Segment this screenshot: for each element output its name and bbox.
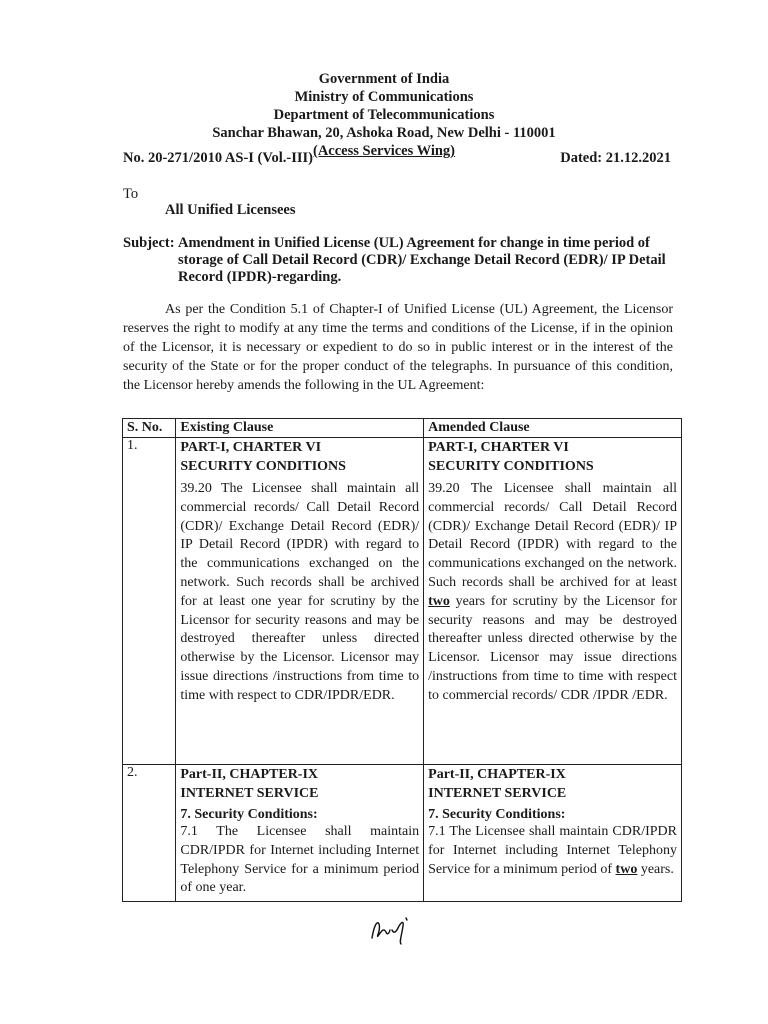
letterhead (0, 70, 768, 160)
clause-text-before: 39.20 The Licensee shall maintain all commercial records/ Call Detail Record (CDR)/ Exchange Detail Record (EDR)/ IP Detail Record (IPDR) with regard to the communications exchanged on the network. Such records shall be archived for at least (428, 481, 677, 590)
clause-text-after: years for scrutiny by the Licensor for security reasons and may be destroyed thereafter unless directed otherwise by the Licensor. Licensor may issue directions /instructions from time to time with respect to commercial records/ CDR /IPDR /EDR. (428, 593, 677, 703)
to-label: To (123, 186, 139, 202)
part-heading: PART-I, CHARTER VI (180, 440, 322, 455)
row-sno: 1. (123, 438, 176, 765)
amendment-table (122, 418, 682, 902)
amended-clause-text (428, 823, 677, 879)
subject-text: Amendment in Unified License (UL) Agreement for change in time period of storage of Call Detail Record (CDR)/ Exchange Detail Record (EDR)/ IP Detail Record (IPDR)-regarding. (178, 235, 666, 285)
section-heading: SECURITY CONDITIONS (428, 459, 594, 474)
amended-clause-cell (424, 765, 682, 902)
amended-clause-cell (424, 438, 682, 765)
addressee: All Unified Licensees (165, 202, 296, 218)
subject (123, 235, 673, 286)
header-amended: Amended Clause (424, 419, 682, 438)
table-row (123, 765, 682, 902)
emphasis-two: two (615, 861, 638, 877)
emphasis-two: two (428, 593, 450, 609)
intro-paragraph: As per the Condition 5.1 of Chapter-I of Unified License (UL) Agreement, the Licensor reserves the right to modify at any time the terms and conditions of the License, if in the opinion of the Licensor, it is necessary or expedient to do so in public interest or in the interest of the security of the State or for the proper conduct of the telegraphs. In pursuance of this condition, the Licensor hereby amends the following in the UL Agreement: (123, 302, 673, 393)
existing-clause-text: 39.20 The Licensee shall maintain all commercial records/ Call Detail Record (CDR)/ Exchange Detail Record (EDR)/ IP Detail Record (IPDR) with regard to the communications exchanged on the network. Such records shall be archived for at least one year for scrutiny by the Licensor for security reasons and may be destroyed thereafter unless directed otherwise by the Licensor. Licensor may issue directions /instructions from time to time with respect to CDR/IPDR/EDR. (180, 481, 420, 703)
row-sno: 2. (123, 765, 176, 902)
clause-text-before: 7.1 The Licensee shall maintain CDR/IPDR for Internet including Internet Telephony Service for a minimum period of (428, 824, 677, 877)
part-heading: PART-I, CHARTER VI (428, 440, 569, 455)
existing-clause-cell (176, 765, 424, 902)
amended-clause-text (428, 480, 677, 706)
subsection-heading: 7. Security Conditions: (180, 807, 318, 822)
letterhead-line-4: Sanchar Bhawan, 20, Ashoka Road, New Delhi - 110001 (212, 125, 556, 141)
letterhead-line-2: Ministry of Communications (294, 89, 474, 105)
existing-clause-cell (176, 438, 424, 765)
reference-line (123, 150, 671, 167)
letter-date: Dated: 21.12.2021 (560, 150, 671, 166)
section-heading: INTERNET SERVICE (428, 786, 567, 801)
letterhead-line-5: (Access Services Wing) (312, 143, 456, 159)
subject-label: Subject: (123, 235, 175, 251)
table-header-row (123, 419, 682, 438)
table-row (123, 438, 682, 765)
part-heading: Part-II, CHAPTER-IX (428, 767, 566, 782)
subsection-heading: 7. Security Conditions: (428, 807, 566, 822)
letterhead-line-1: Government of India (318, 71, 450, 87)
part-heading: Part-II, CHAPTER-IX (180, 767, 319, 782)
reference-number: No. 20-271/2010 AS-I (Vol.-III) (123, 150, 313, 166)
header-sno: S. No. (123, 419, 176, 438)
signature-initials-icon (368, 912, 412, 946)
existing-clause-text: 7.1 The Licensee shall maintain CDR/IPDR for Internet including Internet Telephony Service for a minimum period of one year. (180, 824, 420, 896)
clause-text-after: years. (637, 861, 674, 877)
section-heading: SECURITY CONDITIONS (180, 459, 346, 474)
section-heading: INTERNET SERVICE (180, 786, 319, 801)
header-existing: Existing Clause (176, 419, 424, 438)
letterhead-line-3: Department of Telecommunications (273, 107, 495, 123)
